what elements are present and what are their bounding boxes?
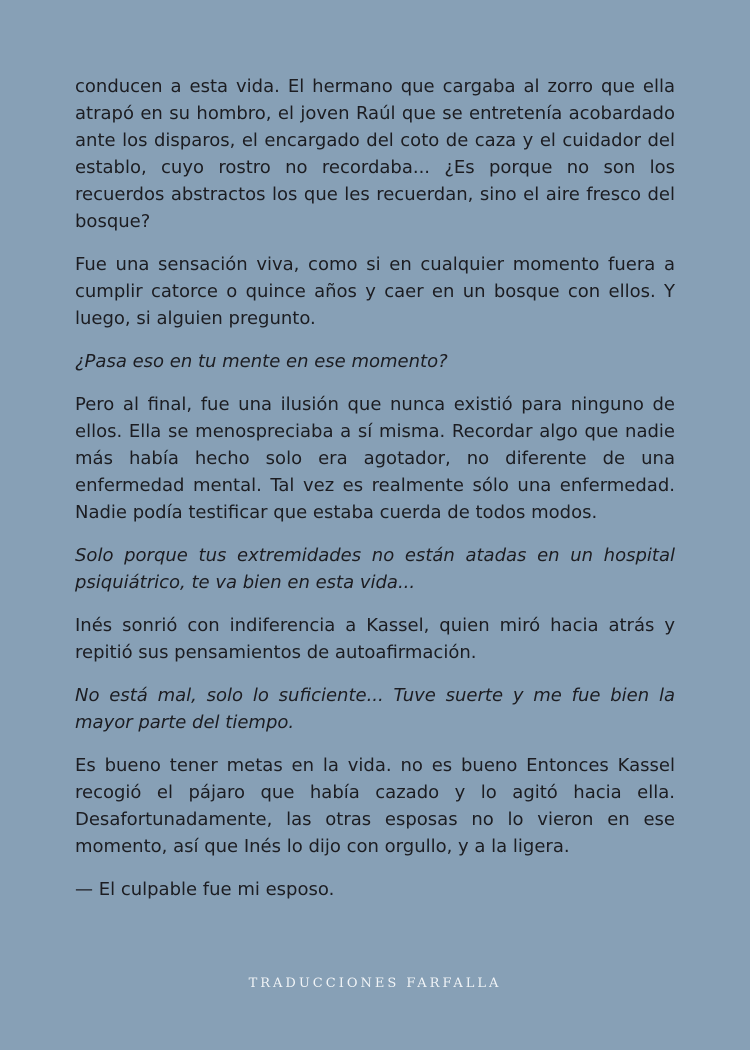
paragraph-1: conducen a esta vida. El hermano que cargaba al zorro que ella atrapó en su hombro, el joven Raúl que se entretenía acobardado ante los disparos, el encargado del coto de caza y el cuidador del establo, cuyo rostro no recordaba... ¿Es porque no son los recuerdos abstractos los que les recuerdan, sino el aire fresco del bosque? [75,76,675,232]
paragraph-9-dialogue: — El culpable fue mi esposo. [75,879,335,900]
paragraph-7-thought: No está mal, solo lo suficiente... Tuve suerte y me fue bien la mayor parte del tiempo. [75,685,675,733]
footer-credit: TRADUCCIONES FARFALLA [248,976,502,991]
paragraph-2: Fue una sensación viva, como si en cualquier momento fuera a cumplir catorce o quince años y caer en un bosque con ellos. Y luego, si alguien pregunto. [75,254,675,329]
paragraph-8: Es bueno tener metas en la vida. no es bueno Entonces Kassel recogió el pájaro que había cazado y lo agitó hacia ella. Desafortunadamente, las otras esposas no lo vieron en ese momento, así que Inés lo dijo con orgullo, y a la ligera. [75,755,675,857]
paragraph-5-thought: Solo porque tus extremidades no están atadas en un hospital psiquiátrico, te va bien en esta vida... [75,545,675,593]
body-text [75,73,675,919]
paragraph-6: Inés sonrió con indiferencia a Kassel, quien miró hacia atrás y repitió sus pensamientos de autoafirmación. [75,615,675,663]
paragraph-3-thought: ¿Pasa eso en tu mente en ese momento? [75,351,448,372]
paragraph-4: Pero al final, fue una ilusión que nunca existió para ninguno de ellos. Ella se menospreciaba a sí misma. Recordar algo que nadie más había hecho solo era agotador, no diferente de una enfermedad mental. Tal vez es realmente sólo una enfermedad. Nadie podía testificar que estaba cuerda de todos modos. [75,394,675,523]
